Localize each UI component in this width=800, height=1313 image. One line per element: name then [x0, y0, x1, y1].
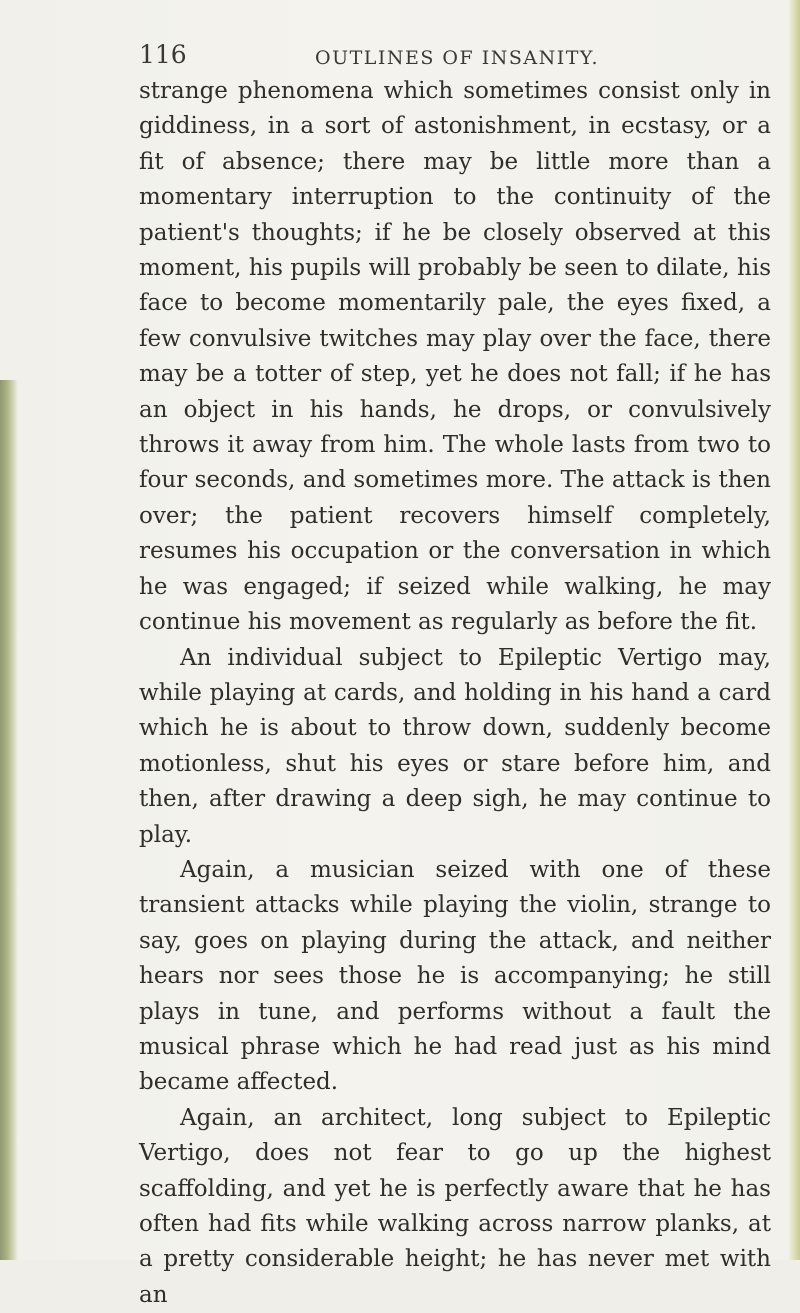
page-edge-shadow: [788, 0, 800, 1260]
running-head: OUTLINES OF INSANITY.: [315, 47, 600, 69]
paragraph-architect: Again, an architect, long subject to Epileptic Vertigo, does not fear to go up the highest scaffolding, and yet he is perfectly aware that he has often had fits while walking across narrow planks, at a pretty considerable height; he has never met with an: [139, 1104, 771, 1308]
page-binding-shadow: [0, 380, 18, 1260]
paragraph-musician: Again, a musician seized with one of these transient attacks while playing the violin, strange to say, goes on playing during the attack, and neither hears nor sees those he is accompanying; he still plays in tune, and performs without a fault the musical phrase which he had read just as his mind became affected.: [139, 856, 771, 1096]
paragraph-continuation: strange phenomena which sometimes consist only in giddiness, in a sort of astonishment, in ecstasy, or a fit of absence; there may be little more than a momentary interruption to the continuity of the patient's thoughts; if he be closely observed at this moment, his pupils will probably be seen to dilate, his face to become momentarily pale, the eyes fixed, a few convulsive twitches may play over the face, there may be a totter of step, yet he does not fall; if he has an object in his hands, he drops, or convulsively throws it away from him. The whole lasts from two to four seconds, and sometimes more. The attack is then over; the patient recovers himself completely, resumes his occupation or the conversation in which he was engaged; if seized while walking, he may continue his movement as regularly as before the fit.: [139, 78, 771, 636]
page-number: 116: [139, 40, 187, 69]
paragraph-card-player: An individual subject to Epileptic Vertigo may, while playing at cards, and holding in his hand a card which he is about to throw down, suddenly become motionless, shut his eyes or stare before him, and then, after drawing a deep sigh, he may continue to play.: [139, 644, 771, 848]
body-text: [139, 74, 771, 1313]
